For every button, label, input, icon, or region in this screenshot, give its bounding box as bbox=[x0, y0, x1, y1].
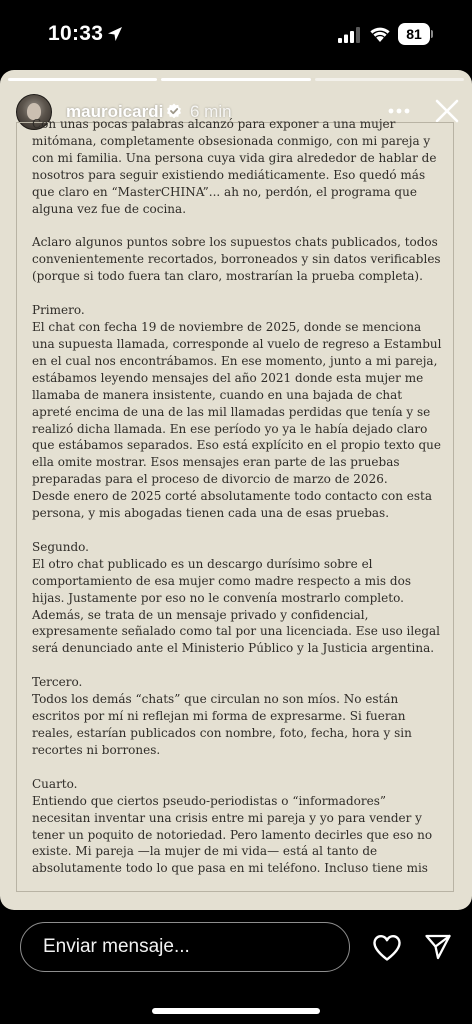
send-icon[interactable] bbox=[424, 933, 452, 961]
status-time: 10:33 bbox=[48, 22, 104, 45]
battery-icon: 81 bbox=[398, 23, 430, 45]
heading-primero: Primero. bbox=[32, 303, 85, 318]
story-progress bbox=[8, 78, 464, 81]
paragraph-tercero: Todos los demás “chats” que circulan no son míos. No están escritos por mí ni reflejan mi forma de expresarme. Si fueran reales, estarían publicados con nombre, foto, fecha, hora y sin recortes ni borrones. bbox=[32, 692, 412, 757]
paragraph-cuarto: Entiendo que ciertos pseudo-periodistas o “informadores” necesitan inventar una crisis entre mi pareja y yo para vender y tener un poquito de notoriedad. Pero lamento decirles que eso no existe. Mi pareja —la mujer de mi vida— está al tanto de absolutamente todo lo que pasa en mi teléfono. Incluso tiene mis bbox=[32, 793, 433, 876]
progress-segment bbox=[161, 78, 310, 81]
paragraph-segundo: El otro chat publicado es un descargo durísimo sobre el comportamiento de esa mujer como madre respecto a mis dos hijas. Justamente por eso no le convenía mostrarlo completo. Además, se trata de un mensaje privado y confidencial, expresamente señalado como tal por una licenciada. Ese uso ilegal será denunciado ante el Ministerio Público y la Justicia argentina. bbox=[32, 556, 440, 656]
more-icon[interactable] bbox=[388, 108, 410, 114]
battery-cap bbox=[431, 30, 433, 38]
home-indicator bbox=[152, 1008, 320, 1014]
paragraph-clarification: Aclaro algunos puntos sobre los supuestos chats publicados, todos convenientemente recortados, borroneados y sin datos verificables (porque si todo fuera tan claro, mostrarían la prueba completa). bbox=[32, 235, 441, 284]
heading-cuarto: Cuarto. bbox=[32, 776, 78, 791]
bottom-bar bbox=[0, 910, 472, 1024]
heading-segundo: Segundo. bbox=[32, 539, 89, 554]
story-viewer[interactable] bbox=[0, 70, 472, 910]
heading-tercero: Tercero. bbox=[32, 675, 83, 690]
location-icon bbox=[106, 25, 124, 43]
story-timestamp: 6 min bbox=[190, 102, 232, 121]
progress-segment bbox=[315, 78, 464, 81]
paragraph-primero-contact: Desde enero de 2025 corté absolutamente todo contacto con esta persona, y mis abogadas tienen cada una de esas pruebas. bbox=[32, 489, 432, 521]
wifi-icon bbox=[368, 25, 392, 43]
progress-segment bbox=[8, 78, 157, 81]
paragraph-primero: El chat con fecha 19 de noviembre de 2025, donde se menciona una supuesta llamada, corresponde al vuelo de regreso a Estambul en el cual nos encontrábamos. En ese momento, junto a mi pareja, estábamos leyendo mensajes del año 2021 donde esta mujer me llamaba de manera insistente, cuando en una bajada de chat apreté encima de una de las mil llamadas perdidas que tenía y se realizó dicha llamada. En ese período yo ya le había dejado claro que estábamos separados. Eso está explícito en el propio texto que ella omite mostrar. Esos mensajes eran parte de las pruebas preparadas para el proceso de divorcio de marzo de 2026. bbox=[32, 320, 442, 487]
signal-icon bbox=[338, 27, 360, 43]
status-bar bbox=[0, 0, 472, 70]
message-input[interactable] bbox=[20, 922, 350, 972]
paragraph-intro: Con unas pocas palabras alcanzó para exponer a una mujer mitómana, completamente obsesionada conmigo, con mi pareja y con mi familia. Una persona cuya vida gira alrededor de hablar de nosotros para seguir existiendo mediáticamente. Eso quedó más que claro en “MasterCHINA”... ah no, perdón, el programa que alguna vez fue de cocina. bbox=[32, 117, 437, 216]
heart-icon[interactable] bbox=[372, 934, 402, 962]
username[interactable]: mauroicardi bbox=[66, 102, 164, 121]
statement-text bbox=[32, 116, 442, 877]
